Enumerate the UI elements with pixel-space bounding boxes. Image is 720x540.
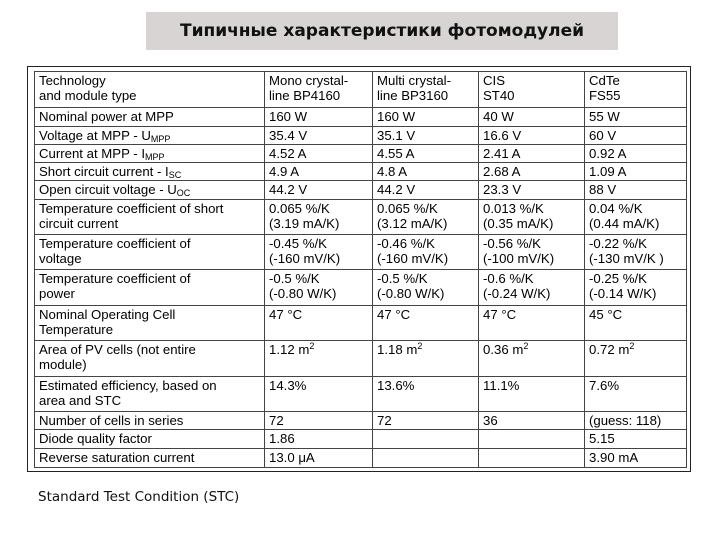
value-cell xyxy=(265,234,373,269)
value-cell xyxy=(265,72,373,108)
cell-value: 45 °C xyxy=(589,306,623,322)
row-label: Current at MPP - I xyxy=(39,145,146,161)
row-label-cell xyxy=(35,181,265,199)
value-cell xyxy=(585,163,687,181)
table-row xyxy=(35,448,687,467)
value-cell xyxy=(585,376,687,411)
value-cell xyxy=(373,108,479,126)
value-cell xyxy=(585,144,687,162)
table-row xyxy=(35,72,687,108)
cell-value: -0.5 %/K (-0.80 W/K) xyxy=(377,271,445,302)
cell-value: -0.46 %/K (-160 mV/K) xyxy=(377,235,449,266)
value-cell xyxy=(265,270,373,305)
value-cell xyxy=(585,72,687,108)
cell-value: 4.9 A xyxy=(269,164,300,180)
row-label-cell xyxy=(35,234,265,269)
cell-value: Multi crystal- line BP3160 xyxy=(377,73,451,103)
cell-value: 60 V xyxy=(589,127,617,143)
value-cell xyxy=(373,144,479,162)
value-cell xyxy=(585,430,687,448)
value-cell xyxy=(373,234,479,269)
table-row xyxy=(35,412,687,430)
value-cell xyxy=(479,430,585,448)
row-label-cell xyxy=(35,376,265,411)
cell-value: 35.4 V xyxy=(269,127,308,143)
cell-value: 2.68 A xyxy=(483,164,521,180)
value-cell xyxy=(479,144,585,162)
value-cell xyxy=(585,448,687,467)
row-label: Reverse saturation current xyxy=(39,449,195,465)
value-cell xyxy=(479,72,585,108)
row-label-cell xyxy=(35,270,265,305)
row-label: Voltage at MPP - U xyxy=(39,127,151,143)
cell-value: 44.2 V xyxy=(377,182,416,198)
cell-value: 3.90 mA xyxy=(589,449,639,465)
row-label-cell xyxy=(35,305,265,340)
value-cell xyxy=(265,376,373,411)
cell-value: CIS ST40 xyxy=(483,73,515,103)
row-label: Technology and module type xyxy=(39,73,137,103)
row-label: Nominal power at MPP xyxy=(39,109,174,125)
label-subscript: MPP xyxy=(150,133,171,144)
cell-value: 0.065 %/K (3.12 mA/K) xyxy=(377,200,448,231)
cell-value: 44.2 V xyxy=(269,182,308,198)
cell-value: 1.12 m xyxy=(269,342,310,358)
row-label-cell xyxy=(35,108,265,126)
value-cell xyxy=(265,448,373,467)
value-cell xyxy=(479,412,585,430)
value-cell xyxy=(585,199,687,234)
value-cell xyxy=(479,305,585,340)
value-cell xyxy=(479,234,585,269)
value-cell xyxy=(265,144,373,162)
label-subscript: OC xyxy=(176,188,191,199)
area-exponent: 2 xyxy=(523,341,529,352)
value-cell xyxy=(265,108,373,126)
value-cell xyxy=(265,412,373,430)
value-cell xyxy=(373,430,479,448)
value-cell xyxy=(585,305,687,340)
value-cell xyxy=(373,376,479,411)
table-row xyxy=(35,234,687,269)
value-cell xyxy=(585,108,687,126)
cell-value: 2.41 A xyxy=(483,145,521,161)
table-row xyxy=(35,270,687,305)
value-cell xyxy=(373,163,479,181)
value-cell xyxy=(373,448,479,467)
cell-value: 7.6% xyxy=(589,377,620,393)
cell-value: 4.8 A xyxy=(377,164,408,180)
value-cell xyxy=(585,412,687,430)
cell-value: 72 xyxy=(377,413,392,429)
row-label: Short circuit current - I xyxy=(39,164,169,180)
cell-value: CdTe FS55 xyxy=(589,73,621,103)
label-subscript: SC xyxy=(168,170,182,181)
value-cell xyxy=(373,412,479,430)
cell-value: 160 W xyxy=(377,109,416,125)
title-banner xyxy=(146,12,618,50)
value-cell xyxy=(373,181,479,199)
row-label-cell xyxy=(35,448,265,467)
cell-value: 72 xyxy=(269,413,284,429)
page-title: Типичные характеристики фотомодулей xyxy=(179,21,585,41)
value-cell xyxy=(479,448,585,467)
cell-value: 13.0 μA xyxy=(269,449,315,465)
row-label-cell xyxy=(35,199,265,234)
row-label: Open circuit voltage - U xyxy=(39,182,177,198)
cell-value: 0.04 %/K (0.44 mA/K) xyxy=(589,200,660,231)
value-cell xyxy=(479,270,585,305)
cell-value: Mono crystal- line BP4160 xyxy=(269,73,349,103)
row-label: Area of PV cells (not entire module) xyxy=(39,342,196,373)
cell-value: -0.6 %/K (-0.24 W/K) xyxy=(483,271,551,302)
area-exponent: 2 xyxy=(629,341,635,352)
area-exponent: 2 xyxy=(309,341,315,352)
table-row xyxy=(35,341,687,376)
cell-value: 13.6% xyxy=(377,377,415,393)
table-row xyxy=(35,163,687,181)
cell-value: 0.013 %/K (0.35 mA/K) xyxy=(483,200,554,231)
cell-value: 0.065 %/K (3.19 mA/K) xyxy=(269,200,340,231)
cell-value: 0.36 m xyxy=(483,342,524,358)
cell-value: (guess: 118) xyxy=(589,413,662,429)
cell-value: 23.3 V xyxy=(483,182,522,198)
value-cell xyxy=(265,305,373,340)
cell-value: 40 W xyxy=(483,109,514,125)
cell-value: 0.72 m xyxy=(589,342,630,358)
cell-value: 1.18 m xyxy=(377,342,418,358)
cell-value: 4.55 A xyxy=(377,145,415,161)
row-label-cell xyxy=(35,72,265,108)
value-cell xyxy=(585,126,687,144)
value-cell xyxy=(373,126,479,144)
table-row xyxy=(35,305,687,340)
row-label: Temperature coefficient of power xyxy=(39,271,191,302)
label-subscript: MPP xyxy=(145,151,165,162)
row-label: Temperature coefficient of voltage xyxy=(39,235,191,266)
row-label: Number of cells in series xyxy=(39,413,184,429)
row-label-cell xyxy=(35,412,265,430)
cell-value: 47 °C xyxy=(483,306,517,322)
cell-value: 16.6 V xyxy=(483,127,522,143)
value-cell xyxy=(479,108,585,126)
cell-value: 47 °C xyxy=(377,306,411,322)
cell-value: 55 W xyxy=(589,109,620,125)
table-row xyxy=(35,430,687,448)
value-cell xyxy=(585,234,687,269)
cell-value: 1.86 xyxy=(269,431,295,447)
value-cell xyxy=(373,341,479,376)
cell-value: -0.25 %/K (-0.14 W/K) xyxy=(589,271,657,302)
row-label: Nominal Operating Cell Temperature xyxy=(39,306,176,337)
value-cell xyxy=(585,341,687,376)
value-cell xyxy=(373,305,479,340)
cell-value: -0.45 %/K (-160 mV/K) xyxy=(269,235,341,266)
cell-value: 160 W xyxy=(269,109,308,125)
row-label-cell xyxy=(35,126,265,144)
value-cell xyxy=(585,181,687,199)
value-cell xyxy=(585,270,687,305)
value-cell xyxy=(479,341,585,376)
value-cell xyxy=(479,376,585,411)
row-label: Estimated efficiency, based on area and STC xyxy=(39,377,217,408)
row-label-cell xyxy=(35,144,265,162)
cell-value: 47 °C xyxy=(269,306,303,322)
value-cell xyxy=(479,163,585,181)
cell-value: 14.3% xyxy=(269,377,307,393)
table-row xyxy=(35,376,687,411)
cell-value: 4.52 A xyxy=(269,145,307,161)
table-row xyxy=(35,181,687,199)
value-cell xyxy=(479,181,585,199)
table-row xyxy=(35,108,687,126)
value-cell xyxy=(479,199,585,234)
value-cell xyxy=(265,181,373,199)
cell-value: 1.09 A xyxy=(589,164,627,180)
row-label: Temperature coefficient of short circuit current xyxy=(39,200,224,231)
table-row xyxy=(35,126,687,144)
row-label-cell xyxy=(35,163,265,181)
value-cell xyxy=(373,199,479,234)
value-cell xyxy=(479,126,585,144)
area-exponent: 2 xyxy=(417,341,423,352)
cell-value: 36 xyxy=(483,413,498,429)
footer-note: Standard Test Condition (STC) xyxy=(38,489,240,505)
value-cell xyxy=(373,72,479,108)
row-label-cell xyxy=(35,430,265,448)
row-label: Diode quality factor xyxy=(39,431,152,447)
cell-value: 5.15 xyxy=(589,431,615,447)
value-cell xyxy=(265,126,373,144)
cell-value: 11.1% xyxy=(483,377,520,393)
value-cell xyxy=(265,430,373,448)
cell-value: -0.56 %/K (-100 mV/K) xyxy=(483,235,555,266)
row-label-cell xyxy=(35,341,265,376)
characteristics-table xyxy=(34,71,687,468)
cell-value: -0.22 %/K (-130 mV/K ) xyxy=(589,235,664,266)
value-cell xyxy=(265,341,373,376)
value-cell xyxy=(265,199,373,234)
cell-value: 88 V xyxy=(589,182,617,198)
value-cell xyxy=(265,163,373,181)
table-row xyxy=(35,199,687,234)
cell-value: -0.5 %/K (-0.80 W/K) xyxy=(269,271,337,302)
table-row xyxy=(35,144,687,162)
cell-value: 35.1 V xyxy=(377,127,416,143)
value-cell xyxy=(373,270,479,305)
cell-value: 0.92 A xyxy=(589,145,627,161)
